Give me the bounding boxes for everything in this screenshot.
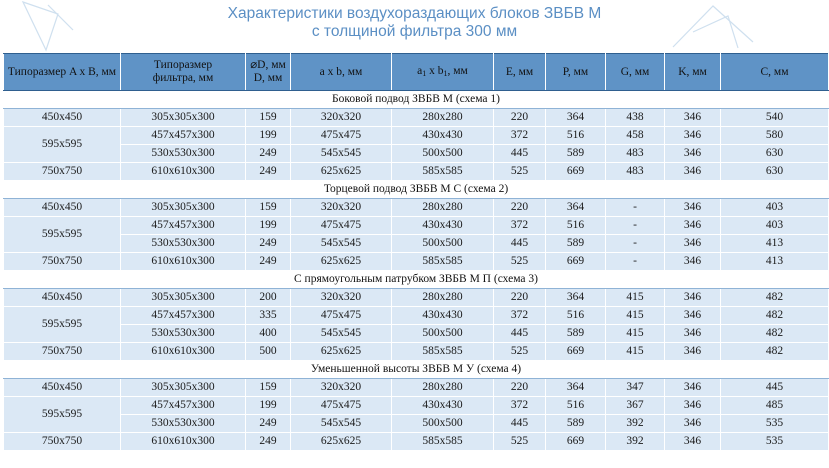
- cell-e: 372: [494, 127, 546, 145]
- cell-g: 483: [606, 145, 665, 163]
- cell-k: 346: [665, 253, 721, 271]
- cell-a1b1: 280x280: [392, 199, 494, 217]
- cell-e: 220: [494, 289, 546, 307]
- cell-g: 347: [606, 379, 665, 397]
- cell-ab: 320x320: [291, 379, 392, 397]
- cell-size: 595x595: [4, 217, 121, 253]
- cell-e: 525: [494, 253, 546, 271]
- cell-a1b1: 585x585: [392, 343, 494, 361]
- cell-g: 392: [606, 415, 665, 433]
- cell-ab: 320x320: [291, 109, 392, 127]
- cell-g: -: [606, 253, 665, 271]
- section-row: [4, 181, 829, 199]
- cell-e: 525: [494, 343, 546, 361]
- cell-filter: 610x610x300: [121, 343, 246, 361]
- cell-k: 346: [665, 325, 721, 343]
- cell-size: 450x450: [4, 289, 121, 307]
- cell-filter: 457x457x300: [121, 397, 246, 415]
- cell-e: 445: [494, 235, 546, 253]
- cell-ab: 475x475: [291, 397, 392, 415]
- cell-ab: 625x625: [291, 253, 392, 271]
- col-header-a1b1: $a_1$ x $b_1$, мм: [392, 54, 494, 91]
- cell-k: 346: [665, 127, 721, 145]
- cell-p: 516: [546, 397, 606, 415]
- col-header-ab: a x b, мм: [291, 54, 392, 91]
- cell-g: -: [606, 199, 665, 217]
- cell-filter: 610x610x300: [121, 163, 246, 181]
- cell-c: 485: [721, 397, 829, 415]
- cell-c: 482: [721, 343, 829, 361]
- cell-size: 595x595: [4, 127, 121, 163]
- cell-g: -: [606, 217, 665, 235]
- cell-a1b1: 280x280: [392, 109, 494, 127]
- cell-size: 595x595: [4, 397, 121, 433]
- table-row: [4, 415, 829, 433]
- cell-g: -: [606, 235, 665, 253]
- cell-k: 346: [665, 109, 721, 127]
- cell-ab: 625x625: [291, 433, 392, 451]
- section-row: [4, 91, 829, 109]
- cell-p: 589: [546, 235, 606, 253]
- table-row: [4, 307, 829, 325]
- cell-e: 525: [494, 433, 546, 451]
- cell-size: 750x750: [4, 253, 121, 271]
- section-title: С прямоугольным патрубком ЗВБВ М П (схема 3): [4, 271, 829, 289]
- title-line-2: с толщиной фильтра 300 мм: [311, 23, 518, 40]
- col-header-k: K, мм: [665, 54, 721, 91]
- cell-d: 159: [246, 199, 291, 217]
- cell-k: 346: [665, 217, 721, 235]
- cell-p: 364: [546, 379, 606, 397]
- cell-ab: 625x625: [291, 163, 392, 181]
- cell-a1b1: 430x430: [392, 217, 494, 235]
- cell-filter: 530x530x300: [121, 325, 246, 343]
- cell-d: 159: [246, 379, 291, 397]
- cell-size: 450x450: [4, 199, 121, 217]
- cell-d: 400: [246, 325, 291, 343]
- cell-ab: 545x545: [291, 415, 392, 433]
- cell-a1b1: 585x585: [392, 433, 494, 451]
- cell-p: 516: [546, 307, 606, 325]
- cell-ab: 475x475: [291, 217, 392, 235]
- cell-d: 249: [246, 415, 291, 433]
- cell-p: 516: [546, 217, 606, 235]
- cell-p: 364: [546, 289, 606, 307]
- table-row: [4, 433, 829, 451]
- table-row: [4, 145, 829, 163]
- cell-filter: 305x305x300: [121, 199, 246, 217]
- cell-ab: 545x545: [291, 235, 392, 253]
- cell-p: 669: [546, 343, 606, 361]
- cell-c: 413: [721, 235, 829, 253]
- cell-filter: 457x457x300: [121, 307, 246, 325]
- cell-c: 413: [721, 253, 829, 271]
- section-title: Уменьшенной высоты ЗВБВ М У (схема 4): [4, 361, 829, 379]
- col-header-c: C, мм: [721, 54, 829, 91]
- cell-k: 346: [665, 289, 721, 307]
- cell-d: 335: [246, 307, 291, 325]
- col-header-size: Типоразмер A x B, мм: [4, 54, 121, 91]
- cell-ab: 320x320: [291, 199, 392, 217]
- cell-g: 483: [606, 163, 665, 181]
- table-row: [4, 397, 829, 415]
- table-row: [4, 217, 829, 235]
- col-header-filter: Типоразмер фильтра, мм: [121, 54, 246, 91]
- cell-a1b1: 280x280: [392, 289, 494, 307]
- cell-e: 220: [494, 199, 546, 217]
- table-row: [4, 163, 829, 181]
- section-title: Боковой подвод ЗВБВ М (схема 1): [4, 91, 829, 109]
- cell-c: 535: [721, 415, 829, 433]
- cell-filter: 305x305x300: [121, 379, 246, 397]
- cell-a1b1: 430x430: [392, 397, 494, 415]
- cell-k: 346: [665, 433, 721, 451]
- section-row: [4, 361, 829, 379]
- cell-filter: 305x305x300: [121, 289, 246, 307]
- col-header-e: E, мм: [494, 54, 546, 91]
- cell-c: 540: [721, 109, 829, 127]
- cell-g: 415: [606, 325, 665, 343]
- cell-p: 669: [546, 253, 606, 271]
- cell-k: 346: [665, 379, 721, 397]
- cell-d: 249: [246, 145, 291, 163]
- table-row: [4, 343, 829, 361]
- cell-k: 346: [665, 397, 721, 415]
- cell-ab: 320x320: [291, 289, 392, 307]
- cell-d: 249: [246, 433, 291, 451]
- table-header: [4, 54, 829, 91]
- col-header-g: G, мм: [606, 54, 665, 91]
- cell-size: 595x595: [4, 307, 121, 343]
- cell-size: 450x450: [4, 109, 121, 127]
- cell-d: 199: [246, 217, 291, 235]
- table-row: [4, 235, 829, 253]
- cell-a1b1: 500x500: [392, 145, 494, 163]
- cell-e: 372: [494, 397, 546, 415]
- table-row: [4, 199, 829, 217]
- cell-filter: 457x457x300: [121, 217, 246, 235]
- cell-filter: 305x305x300: [121, 109, 246, 127]
- cell-g: 458: [606, 127, 665, 145]
- col-header-d: ⌀D, мм D, мм: [246, 54, 291, 91]
- cell-a1b1: 585x585: [392, 253, 494, 271]
- cell-c: 482: [721, 325, 829, 343]
- specs-table: [3, 53, 829, 451]
- cell-g: 415: [606, 343, 665, 361]
- cell-e: 372: [494, 307, 546, 325]
- cell-c: 630: [721, 163, 829, 181]
- cell-d: 159: [246, 109, 291, 127]
- cell-e: 525: [494, 163, 546, 181]
- cell-g: 367: [606, 397, 665, 415]
- cell-k: 346: [665, 415, 721, 433]
- cell-filter: 610x610x300: [121, 433, 246, 451]
- cell-e: 220: [494, 109, 546, 127]
- cell-a1b1: 500x500: [392, 235, 494, 253]
- cell-ab: 545x545: [291, 325, 392, 343]
- cell-size: 450x450: [4, 379, 121, 397]
- cell-k: 346: [665, 199, 721, 217]
- page-title: [0, 5, 829, 41]
- cell-size: 750x750: [4, 343, 121, 361]
- cell-g: 415: [606, 289, 665, 307]
- cell-e: 445: [494, 415, 546, 433]
- cell-ab: 625x625: [291, 343, 392, 361]
- cell-d: 249: [246, 253, 291, 271]
- cell-c: 482: [721, 289, 829, 307]
- cell-a1b1: 500x500: [392, 325, 494, 343]
- cell-c: 580: [721, 127, 829, 145]
- cell-a1b1: 585x585: [392, 163, 494, 181]
- cell-filter: 610x610x300: [121, 253, 246, 271]
- cell-c: 482: [721, 307, 829, 325]
- cell-e: 445: [494, 145, 546, 163]
- cell-g: 415: [606, 307, 665, 325]
- cell-size: 750x750: [4, 163, 121, 181]
- cell-p: 589: [546, 145, 606, 163]
- cell-d: 199: [246, 397, 291, 415]
- cell-ab: 475x475: [291, 127, 392, 145]
- table-row: [4, 289, 829, 307]
- cell-k: 346: [665, 307, 721, 325]
- cell-d: 500: [246, 343, 291, 361]
- cell-filter: 530x530x300: [121, 415, 246, 433]
- cell-k: 346: [665, 235, 721, 253]
- cell-p: 589: [546, 325, 606, 343]
- cell-k: 346: [665, 145, 721, 163]
- cell-p: 364: [546, 109, 606, 127]
- cell-k: 346: [665, 163, 721, 181]
- cell-d: 200: [246, 289, 291, 307]
- cell-c: 630: [721, 145, 829, 163]
- cell-d: 199: [246, 127, 291, 145]
- cell-p: 516: [546, 127, 606, 145]
- cell-g: 392: [606, 433, 665, 451]
- section-title: Торцевой подвод ЗВБВ М С (схема 2): [4, 181, 829, 199]
- cell-c: 403: [721, 217, 829, 235]
- cell-a1b1: 500x500: [392, 415, 494, 433]
- cell-filter: 530x530x300: [121, 235, 246, 253]
- cell-a1b1: 280x280: [392, 379, 494, 397]
- cell-c: 535: [721, 433, 829, 451]
- table-row: [4, 127, 829, 145]
- table-row: [4, 379, 829, 397]
- cell-e: 445: [494, 325, 546, 343]
- cell-p: 589: [546, 415, 606, 433]
- cell-filter: 530x530x300: [121, 145, 246, 163]
- cell-size: 750x750: [4, 433, 121, 451]
- col-header-p: P, мм: [546, 54, 606, 91]
- table-body: [4, 91, 829, 451]
- cell-k: 346: [665, 343, 721, 361]
- cell-p: 364: [546, 199, 606, 217]
- cell-g: 438: [606, 109, 665, 127]
- title-line-1: Характеристики воздухораздающих блоков ЗВБВ М: [227, 5, 602, 22]
- cell-e: 372: [494, 217, 546, 235]
- cell-p: 669: [546, 433, 606, 451]
- cell-ab: 475x475: [291, 307, 392, 325]
- cell-p: 669: [546, 163, 606, 181]
- cell-a1b1: 430x430: [392, 127, 494, 145]
- cell-d: 249: [246, 163, 291, 181]
- cell-ab: 545x545: [291, 145, 392, 163]
- cell-c: 403: [721, 199, 829, 217]
- table-row: [4, 253, 829, 271]
- section-row: [4, 271, 829, 289]
- table-row: [4, 325, 829, 343]
- cell-e: 220: [494, 379, 546, 397]
- cell-c: 445: [721, 379, 829, 397]
- cell-d: 249: [246, 235, 291, 253]
- table-row: [4, 109, 829, 127]
- cell-filter: 457x457x300: [121, 127, 246, 145]
- cell-a1b1: 430x430: [392, 307, 494, 325]
